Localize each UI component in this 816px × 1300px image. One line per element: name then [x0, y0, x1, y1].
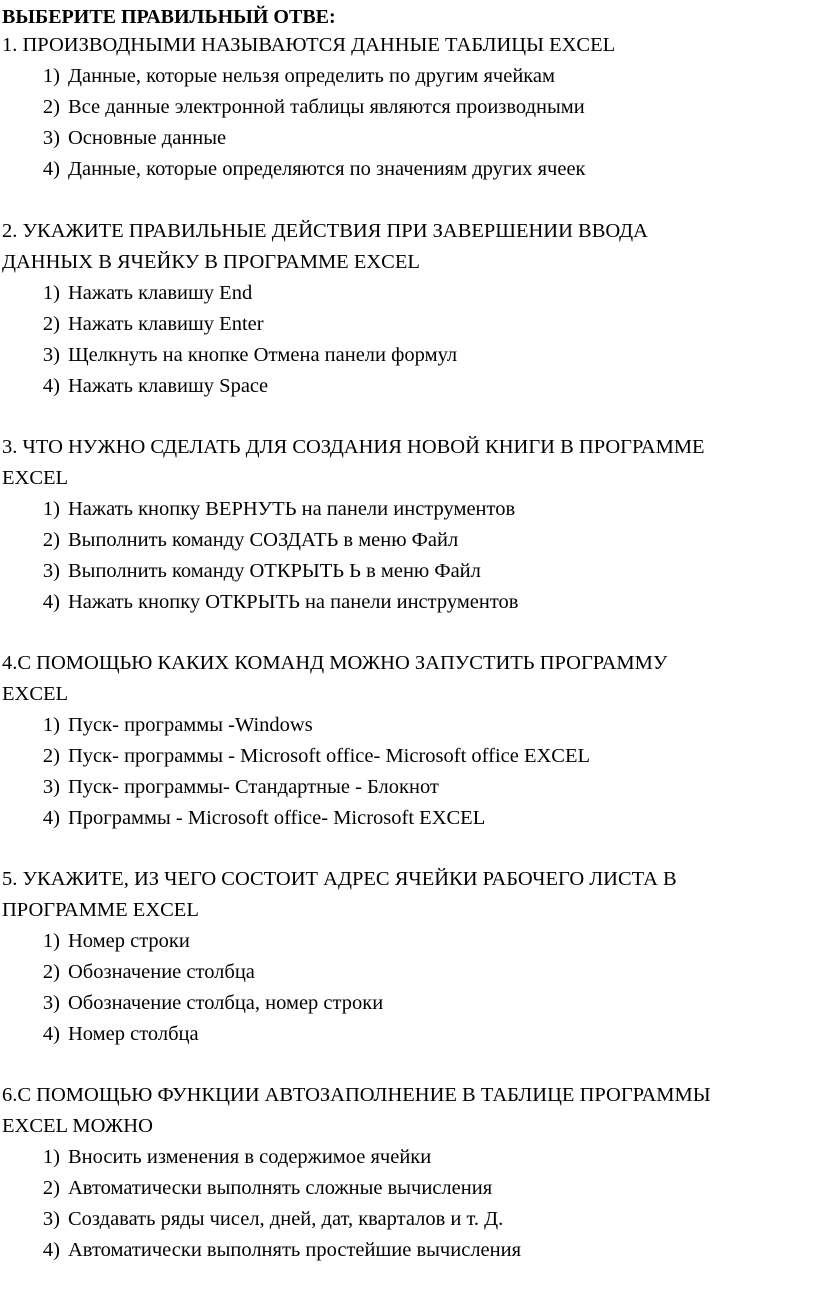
option-number: 2)	[42, 529, 60, 551]
answer-option	[2, 371, 816, 402]
option-text: Нажать клавишу Enter	[68, 313, 264, 335]
option-number: 4)	[42, 375, 60, 397]
answer-option	[2, 926, 816, 957]
option-text: Выполнить команду СОЗДАТЬ в меню Файл	[68, 529, 459, 551]
option-number: 3)	[42, 560, 60, 582]
option-text: Автоматически выполнять простейшие вычисления	[68, 1239, 522, 1261]
option-text: Данные, которые определяются по значениям других ячеек	[68, 158, 586, 180]
option-text: Программы - Microsoft office- Microsoft EXCEL	[68, 807, 486, 829]
option-number: 3)	[42, 1208, 60, 1230]
option-text: Обозначение столбца	[68, 961, 255, 983]
question-title: 3. ЧТО НУЖНО СДЕЛАТЬ ДЛЯ СОЗДАНИЯ НОВОЙ КНИГИ В ПРОГРАММЕ	[2, 436, 705, 458]
option-text: Все данные электронной таблицы являются производными	[68, 96, 585, 118]
document-heading: ВЫБЕРИТЕ ПРАВИЛЬНЫЙ ОТВЕ:	[2, 6, 336, 28]
answer-options	[2, 494, 816, 618]
question-2	[2, 216, 816, 402]
answer-option	[2, 1142, 816, 1173]
option-number: 4)	[42, 158, 60, 180]
option-text: Пуск- программы- Стандартные - Блокнот	[68, 776, 439, 798]
question-title-continued: EXCEL	[2, 683, 69, 705]
option-number: 3)	[42, 992, 60, 1014]
question-title: 4.С ПОМОЩЬЮ КАКИХ КОМАНД МОЖНО ЗАПУСТИТЬ ПРОГРАММУ	[2, 652, 668, 674]
answer-option	[2, 1204, 816, 1235]
option-text: Щелкнуть на кнопке Отмена панели формул	[68, 344, 458, 366]
answer-option	[2, 988, 816, 1019]
option-number: 3)	[42, 344, 60, 366]
answer-option	[2, 309, 816, 340]
answer-option	[2, 1235, 816, 1266]
answer-option	[2, 123, 816, 154]
answer-option	[2, 278, 816, 309]
option-number: 4)	[42, 807, 60, 829]
option-number: 3)	[42, 776, 60, 798]
question-4	[2, 648, 816, 834]
option-text: Нажать клавишу Space	[68, 375, 269, 397]
answer-option	[2, 525, 816, 556]
option-text: Основные данные	[68, 127, 227, 149]
question-5	[2, 864, 816, 1050]
option-number: 2)	[42, 745, 60, 767]
option-number: 2)	[42, 313, 60, 335]
option-text: Вносить изменения в содержимое ячейки	[68, 1146, 432, 1168]
option-number: 1)	[42, 714, 60, 736]
option-number: 4)	[42, 1023, 60, 1045]
option-number: 1)	[42, 930, 60, 952]
answer-options	[2, 61, 816, 185]
answer-option	[2, 556, 816, 587]
question-title: 6.С ПОМОЩЬЮ ФУНКЦИИ АВТОЗАПОЛНЕНИЕ В ТАБЛИЦЕ ПРОГРАММЫ	[2, 1084, 711, 1106]
answer-option	[2, 803, 816, 834]
option-text: Обозначение столбца, номер строки	[68, 992, 384, 1014]
option-number: 4)	[42, 591, 60, 613]
answer-options	[2, 1142, 816, 1266]
answer-option	[2, 1173, 816, 1204]
option-text: Номер столбца	[68, 1023, 199, 1045]
option-text: Пуск- программы - Microsoft office- Microsoft office EXCEL	[68, 745, 591, 767]
option-text: Автоматически выполнять сложные вычисления	[68, 1177, 493, 1199]
option-text: Нажать клавишу End	[68, 282, 253, 304]
option-text: Данные, которые нельзя определить по другим ячейкам	[68, 65, 556, 87]
option-number: 1)	[42, 1146, 60, 1168]
question-title: 2. УКАЖИТЕ ПРАВИЛЬНЫЕ ДЕЙСТВИЯ ПРИ ЗАВЕРШЕНИИ ВВОДА	[2, 220, 648, 242]
answer-option	[2, 494, 816, 525]
option-text: Пуск- программы -Windows	[68, 714, 313, 736]
answer-option	[2, 741, 816, 772]
option-text: Номер строки	[68, 930, 190, 952]
question-6	[2, 1080, 816, 1266]
option-text: Нажать кнопку ОТКРЫТЬ на панели инструментов	[68, 591, 519, 613]
answer-option	[2, 61, 816, 92]
answer-option	[2, 340, 816, 371]
question-title-continued: EXCEL	[2, 467, 69, 489]
question-title-continued: ПРОГРАММЕ EXCEL	[2, 899, 199, 921]
answer-options	[2, 710, 816, 834]
option-number: 3)	[42, 127, 60, 149]
question-3	[2, 432, 816, 618]
answer-option	[2, 92, 816, 123]
answer-option	[2, 587, 816, 618]
option-number: 4)	[42, 1239, 60, 1261]
question-title: 1. ПРОИЗВОДНЫМИ НАЗЫВАЮТСЯ ДАННЫЕ ТАБЛИЦЫ EXCEL	[2, 34, 616, 56]
question-title-continued: EXCEL МОЖНО	[2, 1115, 153, 1137]
answer-option	[2, 957, 816, 988]
answer-options	[2, 278, 816, 402]
option-text: Выполнить команду ОТКРЫТЬ Ь в меню Файл	[68, 560, 481, 582]
option-number: 2)	[42, 1177, 60, 1199]
option-number: 1)	[42, 498, 60, 520]
option-text: Создавать ряды чисел, дней, дат, кварталов и т. Д.	[68, 1208, 504, 1230]
option-number: 1)	[42, 282, 60, 304]
question-1	[2, 30, 816, 185]
option-number: 2)	[42, 961, 60, 983]
question-title-continued: ДАННЫХ В ЯЧЕЙКУ В ПРОГРАММЕ EXCEL	[2, 251, 420, 273]
option-number: 1)	[42, 65, 60, 87]
answer-option	[2, 710, 816, 741]
answer-option	[2, 154, 816, 185]
option-number: 2)	[42, 96, 60, 118]
answer-option	[2, 1019, 816, 1050]
answer-options	[2, 926, 816, 1050]
answer-option	[2, 772, 816, 803]
option-text: Нажать кнопку ВЕРНУТЬ на панели инструментов	[68, 498, 516, 520]
question-title: 5. УКАЖИТЕ, ИЗ ЧЕГО СОСТОИТ АДРЕС ЯЧЕЙКИ РАБОЧЕГО ЛИСТА В	[2, 868, 677, 890]
